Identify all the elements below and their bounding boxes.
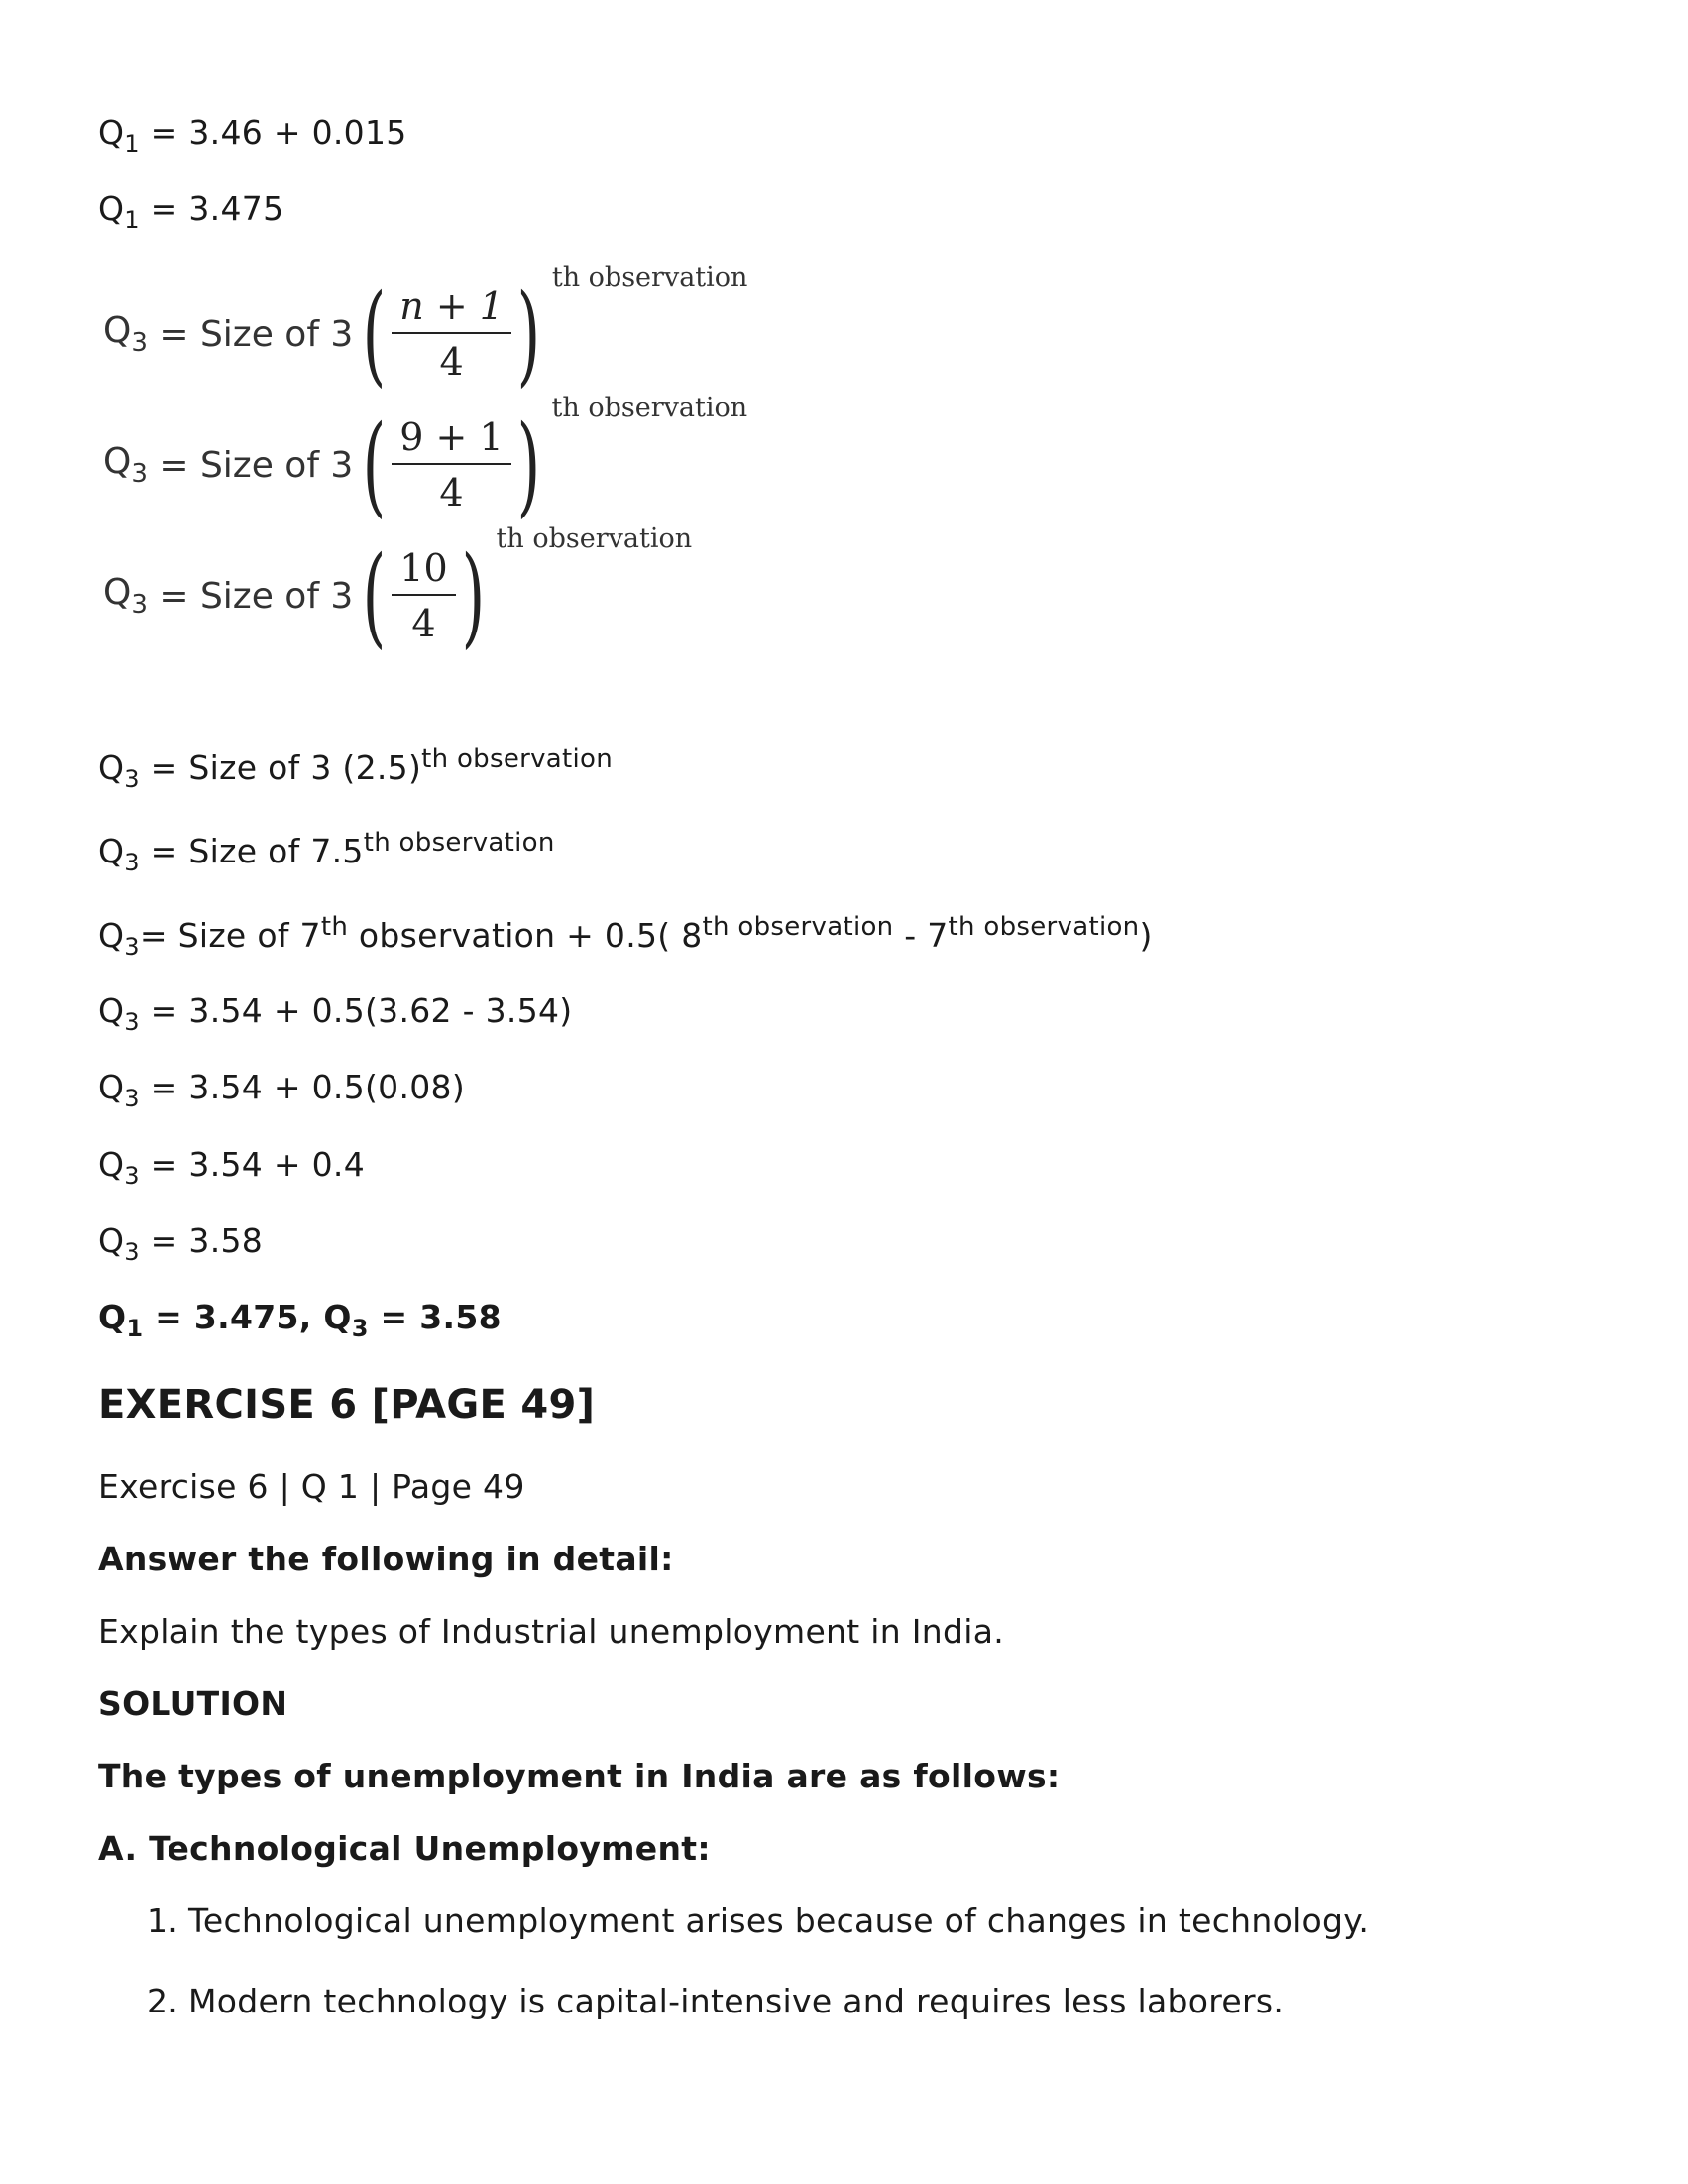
- q3-step-6: $Q_3 = 3.54 + 0.4$: [98, 1145, 365, 1190]
- instruction: Answer the following in detail:: [98, 1540, 674, 1578]
- q3-step-3: $Q_3=$ Size of 7th observation + 0.5( $8^{th observation} - 7^{th observation}$): [98, 912, 1153, 961]
- solution-label: SOLUTION: [98, 1684, 288, 1723]
- q3-step-4: $Q_3 = 3.54 + 0.5(3.62 - 3.54)$: [98, 991, 573, 1036]
- fraction: $\frac{9 + 1}{4}$: [392, 415, 510, 515]
- q3-step-5: $Q_3 = 3.54 + 0.5(0.08)$: [98, 1068, 466, 1112]
- question-text: Explain the types of Industrial unemployment in India.: [98, 1612, 1005, 1651]
- solution-intro: The types of unemployment in India are as follows:: [98, 1757, 1061, 1795]
- q3-step-2: $Q_3$ = Size of $7.5^{th observation}$: [98, 828, 555, 876]
- list-item: 2. Modern technology is capital-intensive and requires less laborers.: [147, 1982, 1285, 2020]
- q1-step-1: $Q_1 = 3.46 + 0.015$: [98, 113, 407, 158]
- list-item: 1. Technological unemployment arises because of changes in technology.: [147, 1901, 1370, 1940]
- fraction: $\frac{10}{4}$: [392, 546, 455, 645]
- q3-formula-substituted: $Q_3$ = Size of 3 ( $\frac{9 + 1}{4}$ ) th observation: [103, 393, 748, 528]
- q3-formula-general: $Q_3$ = Size of 3 ( $\frac{n + 1}{4}$ ) th observation: [103, 262, 748, 398]
- fraction: $\frac{n + 1}{4}$: [392, 285, 511, 384]
- q3-formula-simplified: $Q_3$ = Size of 3 ( $\frac{10}{4}$ ) th observation: [103, 523, 693, 659]
- q1-step-2: $Q_1 = 3.475$: [98, 189, 284, 234]
- q3-step-1: $Q_3$ = Size of 3 $(2.5)^{th observation}$: [98, 745, 614, 793]
- section-heading: EXERCISE 6 [PAGE 49]: [98, 1382, 596, 1428]
- question-reference: Exercise 6 | Q 1 | Page 49: [98, 1467, 525, 1506]
- final-result: $Q_1 = 3.475$, $Q_3 = 3.58$: [98, 1298, 502, 1342]
- q3-step-7: $Q_3 = 3.58$: [98, 1221, 264, 1266]
- section-a-title: A. Technological Unemployment:: [98, 1829, 711, 1868]
